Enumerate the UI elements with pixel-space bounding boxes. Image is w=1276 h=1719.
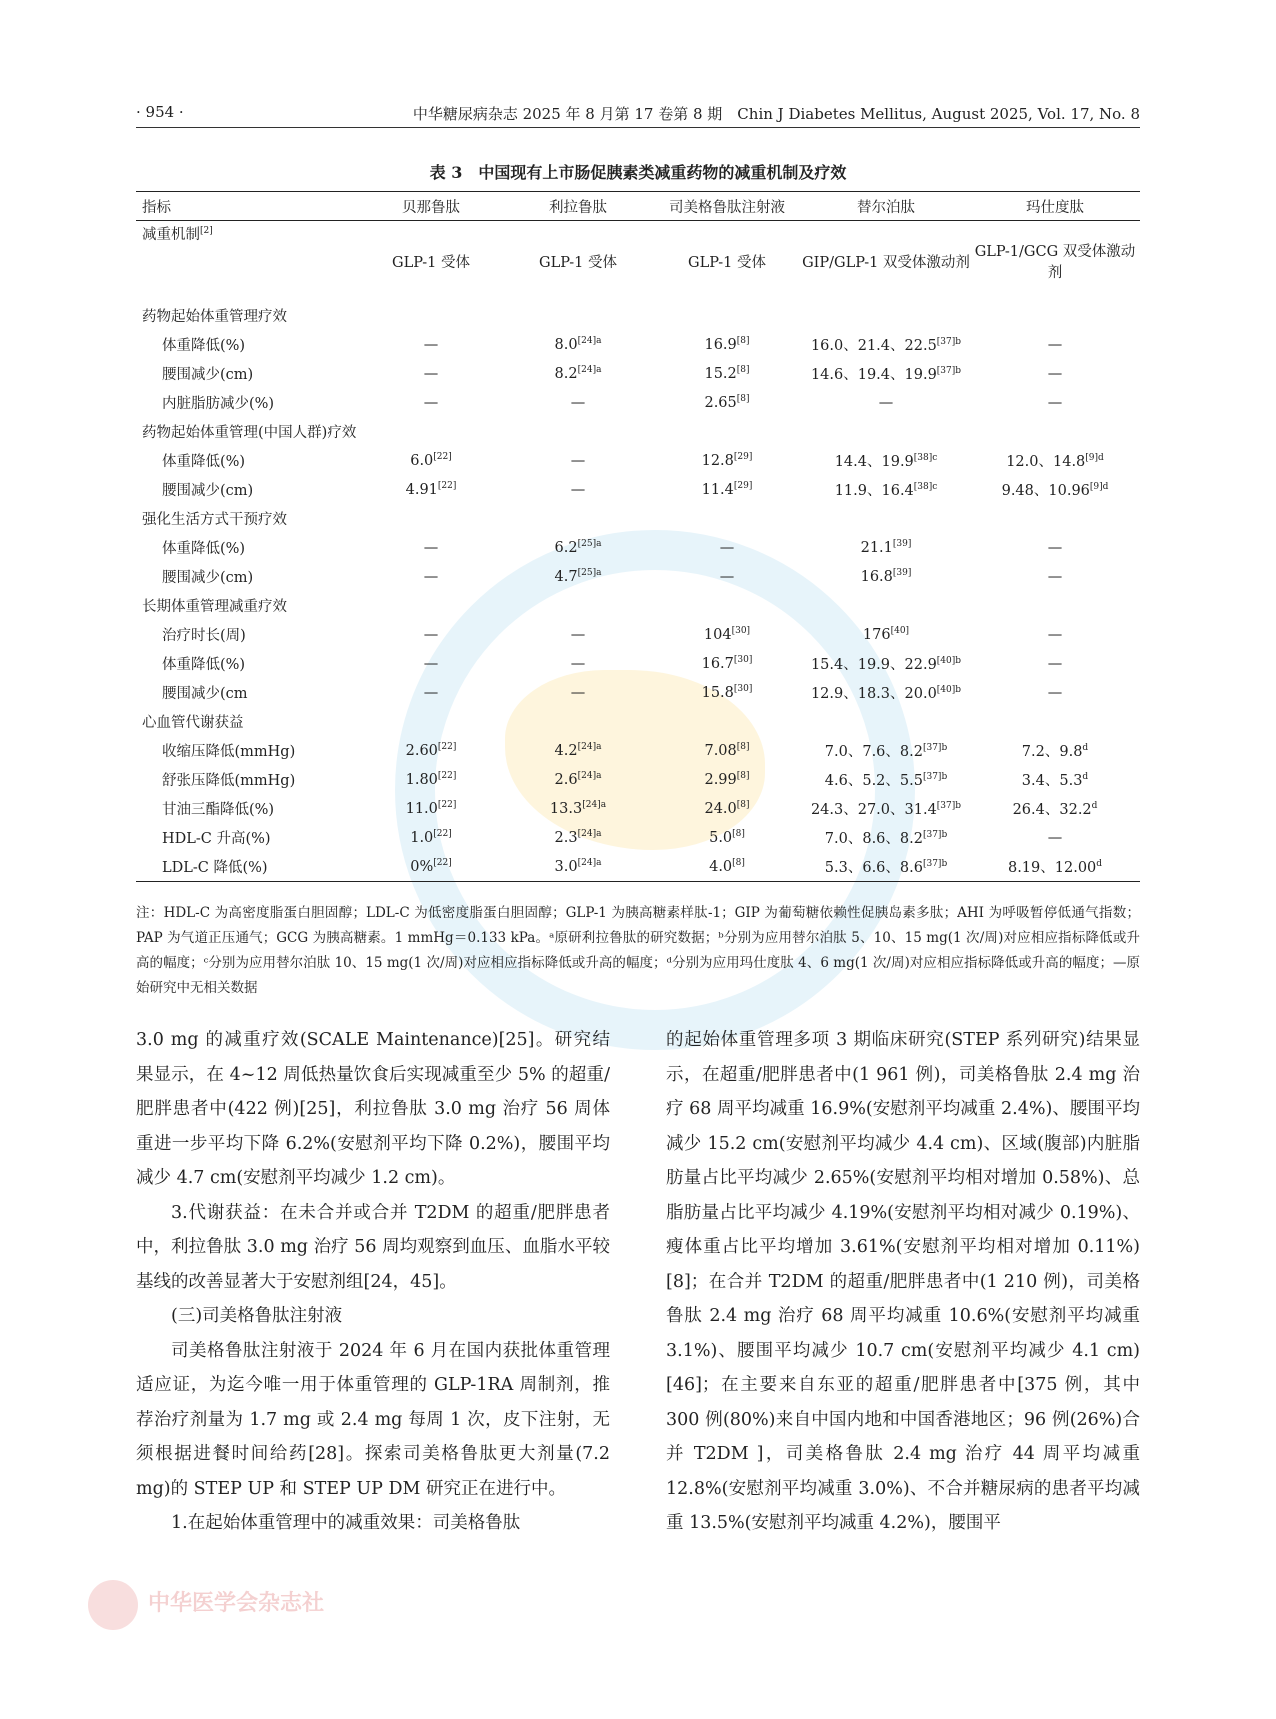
cell-value: —	[423, 655, 439, 672]
table-cell	[970, 446, 1140, 475]
cell-value: 11.4	[701, 481, 734, 498]
cell-reference: [8]	[736, 364, 750, 375]
cell-reference: [8]	[736, 741, 750, 752]
table-cell	[358, 736, 504, 765]
table-cell	[504, 649, 652, 678]
table-cell	[652, 446, 802, 475]
cell-reference: [29]	[733, 480, 753, 491]
body-paragraph: (三)司美格鲁肽注射液	[171, 1306, 343, 1326]
table-cell	[652, 359, 802, 388]
cell-value: 6.2	[554, 539, 578, 556]
row-label: 腰围减少(cm)	[162, 483, 254, 499]
cell-value: 2.3	[554, 829, 578, 846]
table-cell: GLP-1 受体	[688, 254, 766, 271]
table-cell	[970, 852, 1140, 882]
cell-reference: [39]	[892, 567, 912, 578]
table-cell: GLP-1/GCG 双受体激动剂	[974, 244, 1136, 281]
header-cell: 指标	[136, 192, 358, 221]
cell-reference: d	[1096, 859, 1103, 870]
cell-value: —	[423, 684, 439, 701]
table-cell	[504, 533, 652, 562]
cell-reference: [8]	[736, 770, 750, 781]
cell-value: 1.0	[410, 829, 434, 846]
cell-value: —	[1047, 336, 1063, 353]
cell-value: —	[570, 481, 586, 498]
header-cell: 替尔泊肽	[802, 192, 970, 221]
cell-value: —	[719, 539, 735, 556]
cell-reference: [8]	[736, 799, 750, 810]
cell-value: 24.0	[704, 800, 737, 817]
cell-value: 4.91	[405, 481, 438, 498]
table-cell	[358, 446, 504, 475]
header-cell: 贝那鲁肽	[358, 192, 504, 221]
table-cell	[504, 678, 652, 707]
cell-value: 176	[862, 626, 891, 643]
cell-value: —	[1047, 365, 1063, 382]
publisher-logo	[88, 1580, 568, 1640]
cell-value: —	[1047, 626, 1063, 643]
cell-value: 8.19、12.00	[1007, 860, 1097, 876]
cell-reference: [22]	[433, 828, 452, 839]
cell-value: 2.99	[704, 771, 737, 788]
cell-reference: [37]b	[922, 772, 948, 783]
cell-value: —	[570, 684, 586, 701]
table-cell	[504, 388, 652, 417]
cell-value: 0%	[410, 858, 434, 875]
cell-reference: [29]	[733, 451, 753, 462]
cell-reference: [37]b	[936, 801, 962, 812]
cell-reference: [40]b	[936, 656, 962, 667]
cell-reference: [8]	[732, 828, 745, 839]
cell-value: —	[719, 568, 735, 585]
table-cell	[652, 562, 802, 591]
cell-reference: [30]	[733, 654, 753, 665]
table-cell	[358, 330, 504, 359]
cell-value: 14.4、19.9	[834, 454, 914, 470]
table-cell	[802, 475, 970, 504]
table-cell	[504, 330, 652, 359]
section-label: 强化生活方式干预疗效	[142, 512, 287, 528]
table-row	[136, 852, 1140, 882]
cell-value: 2.6	[554, 771, 578, 788]
cell-reference: [24]a	[582, 799, 607, 810]
right-column	[666, 1023, 1140, 1541]
table-cell	[970, 388, 1140, 417]
section-label: 心血管代谢获益	[142, 715, 244, 731]
table-cell	[358, 620, 504, 649]
cell-value: 16.9	[704, 336, 737, 353]
cell-reference: [24]a	[577, 770, 602, 781]
table-cell	[358, 359, 504, 388]
cell-value: —	[570, 452, 586, 469]
table-cell	[970, 533, 1140, 562]
table-row	[136, 823, 1140, 852]
cell-reference: [37]b	[936, 366, 962, 377]
cell-value: 12.0、14.8	[1006, 454, 1086, 470]
cell-reference: [22]	[433, 857, 452, 868]
cell-reference: [24]a	[577, 857, 602, 868]
cell-value: 3.0	[554, 858, 578, 875]
table-cell	[358, 562, 504, 591]
table-cell	[970, 562, 1140, 591]
left-column	[136, 1023, 610, 1541]
cell-value: —	[1047, 394, 1063, 411]
cell-reference: d	[1082, 772, 1089, 783]
table-cell	[652, 736, 802, 765]
row-label: 腰围减少(cm)	[162, 570, 254, 586]
cell-value: 7.0、7.6、8.2	[824, 744, 923, 760]
cell-value: —	[878, 394, 894, 411]
table-cell	[504, 736, 652, 765]
table-cell	[504, 359, 652, 388]
table-cell	[802, 678, 970, 707]
cell-value: 8.0	[554, 336, 578, 353]
table-cell	[970, 678, 1140, 707]
cell-reference: [22]	[437, 799, 457, 810]
cell-value: 11.9、16.4	[834, 483, 914, 499]
table-cell	[970, 359, 1140, 388]
row-label: 体重降低(%)	[162, 657, 246, 673]
table-row	[136, 446, 1140, 475]
cell-value: 4.2	[554, 742, 578, 759]
cell-value: 26.4、32.2	[1012, 802, 1092, 818]
table-cell	[802, 330, 970, 359]
table-cell	[358, 388, 504, 417]
cell-value: —	[570, 655, 586, 672]
cell-value: 15.4、19.9、22.9	[810, 657, 937, 673]
table-cell	[802, 620, 970, 649]
table-cell	[802, 388, 970, 417]
cell-value: —	[570, 626, 586, 643]
table-row	[136, 562, 1140, 591]
table-cell	[802, 562, 970, 591]
page-header	[136, 103, 1140, 128]
cell-value: 21.1	[860, 539, 893, 556]
body-paragraph: 3.0 mg 的减重疗效(SCALE Maintenance)[25]。研究结果显示，在 4~12 周低热量饮食后实现减重至少 5% 的超重/肥胖患者中(422 例)[25]，利拉鲁肽 3.0 mg 治疗 56 周体重进一步平均下降 6.2%(安慰剂平均下降 0.2%)，腰围平均减少 4.7 cm(安慰剂平均减少 1.2 cm)。	[136, 1030, 610, 1188]
table-header-row	[136, 192, 1140, 221]
cell-reference: [40]	[890, 625, 910, 636]
section-row	[136, 591, 1140, 620]
section-label: 长期体重管理减重疗效	[142, 599, 287, 615]
cell-reference: [22]	[437, 770, 457, 781]
cell-value: 12.8	[701, 452, 734, 469]
body-paragraph: 司美格鲁肽注射液于 2024 年 6 月在国内获批体重管理适应证，为迄今唯一用于体重管理的 GLP-1RA 周制剂，推荐治疗剂量为 1.7 mg 或 2.4 mg 每周 1 次，皮下注射，无须根据进餐时间给药[28]。探索司美格鲁肽更大剂量(7.2 mg)的 STEP UP 和 STEP UP DM 研究正在进行中。	[136, 1340, 610, 1499]
cell-reference: [38]c	[913, 482, 938, 493]
cell-value: 13.3	[549, 800, 583, 817]
cell-reference: [8]	[736, 335, 750, 346]
table-cell	[802, 823, 970, 852]
cell-value: 4.7	[554, 568, 578, 585]
table-cell	[358, 794, 504, 823]
table-row	[136, 736, 1140, 765]
cell-reference: [30]	[731, 625, 751, 636]
table-row	[136, 330, 1140, 359]
table-cell	[504, 794, 652, 823]
row-label: LDL-C 降低(%)	[136, 852, 358, 882]
table-row	[136, 678, 1140, 707]
table-cell	[504, 475, 652, 504]
cell-value: —	[1047, 655, 1063, 672]
cell-value: 4.6、5.2、5.5	[824, 773, 923, 789]
section-label: 药物起始体重管理疗效	[142, 309, 287, 325]
header-cell: 利拉鲁肽	[504, 192, 652, 221]
table-cell	[652, 765, 802, 794]
table-cell	[358, 852, 504, 882]
cell-value: 11.0	[405, 800, 438, 817]
cell-value: —	[423, 336, 439, 353]
row-label: 体重降低(%)	[162, 338, 246, 354]
cell-reference: [25]a	[577, 567, 602, 578]
cell-reference: [8]	[732, 857, 745, 868]
cell-value: —	[1047, 684, 1063, 701]
table-cell	[802, 533, 970, 562]
table-cell	[358, 678, 504, 707]
row-label: 收缩压降低(mmHg)	[162, 744, 296, 760]
table-cell	[652, 475, 802, 504]
table-cell: GLP-1 受体	[392, 254, 470, 271]
table-cell	[970, 620, 1140, 649]
cell-reference: [24]a	[577, 364, 602, 375]
table-row	[136, 649, 1140, 678]
cell-value: —	[423, 568, 439, 585]
cell-value: —	[1047, 539, 1063, 556]
table-row	[136, 765, 1140, 794]
cell-value: —	[1047, 829, 1063, 846]
row-label: 内脏脂肪减少(%)	[162, 396, 275, 412]
header-cell: 玛仕度肽	[970, 192, 1140, 221]
cell-reference: [22]	[433, 451, 452, 462]
table-cell	[970, 736, 1140, 765]
cell-reference: [9]d	[1085, 453, 1104, 464]
row-label: 舒张压降低(mmHg)	[162, 773, 296, 789]
cell-value: 3.4、5.3	[1021, 773, 1083, 789]
cell-reference: [24]a	[577, 828, 602, 839]
table-cell	[504, 446, 652, 475]
cell-reference: [25]a	[577, 538, 602, 549]
table-cell	[802, 359, 970, 388]
table-cell	[970, 765, 1140, 794]
cell-value: 1.80	[405, 771, 438, 788]
table-cell	[652, 678, 802, 707]
table-cell	[802, 765, 970, 794]
row-label: 腰围减少(cm	[162, 686, 248, 702]
cell-value: —	[423, 626, 439, 643]
row-label: 治疗时长(周)	[162, 628, 246, 644]
table-row	[136, 388, 1140, 417]
table-cell	[358, 823, 504, 852]
cell-value: 2.65	[704, 394, 737, 411]
efficacy-table	[136, 191, 1140, 882]
cell-reference: [8]	[736, 393, 750, 404]
cell-value: 6.0	[410, 452, 434, 469]
table-row	[136, 533, 1140, 562]
cell-value: 7.2、9.8	[1021, 744, 1083, 760]
cell-value: 4.0	[709, 858, 733, 875]
table-cell	[652, 388, 802, 417]
table-cell	[802, 736, 970, 765]
cell-value: 15.2	[704, 365, 737, 382]
row-label: 腰围减少(cm)	[162, 367, 254, 383]
table-cell	[358, 475, 504, 504]
cell-value: —	[570, 394, 586, 411]
cell-value: 7.0、8.6、8.2	[824, 831, 923, 847]
cell-value: 9.48、10.96	[1001, 483, 1090, 499]
cell-value: 5.0	[709, 829, 733, 846]
table-cell	[358, 649, 504, 678]
table-cell	[652, 533, 802, 562]
cell-reference: [22]	[437, 480, 457, 491]
section-row	[136, 504, 1140, 533]
table-row	[136, 794, 1140, 823]
cell-reference: [40]b	[936, 685, 962, 696]
table-cell	[504, 852, 652, 882]
cell-reference: [9]d	[1089, 482, 1109, 493]
row-label: HDL-C 升高(%)	[162, 831, 271, 847]
table-row	[136, 620, 1140, 649]
body-paragraph: 1.在起始体重管理中的减重效果：司美格鲁肽	[171, 1513, 521, 1533]
table-cell	[504, 562, 652, 591]
cell-reference: [37]b	[922, 859, 948, 870]
journal-title: 中华糖尿病杂志 2025 年 8 月第 17 卷第 8 期 Chin J Diabetes Mellitus, August 2025, Vol. 17, No. 8	[412, 105, 1140, 123]
table-cell	[652, 620, 802, 649]
publisher-emblem-icon	[88, 1580, 138, 1630]
cell-reference: d	[1082, 743, 1089, 754]
cell-reference: [38]c	[913, 453, 938, 464]
cell-value: 15.8	[701, 684, 734, 701]
table-cell	[652, 330, 802, 359]
body-paragraph: 的起始体重管理多项 3 期临床研究(STEP 系列研究)结果显示，在超重/肥胖患者中(1 961 例)，司美格鲁肽 2.4 mg 治疗 68 周平均减重 16.9%(安慰剂平均减重 2.4%)、腰围平均减少 15.2 cm(安慰剂平均减少 4.4 cm)、区域(腹部)内脏脂肪量占比平均减少 2.65%(安慰剂平均相对增加 0.58%)、总脂肪量占比平均减少 4.19%(安慰剂平均相对减少 0.19%)、瘦体重占比平均增加 3.61%(安慰剂平均相对增加 0.11%)[8]；在合并 T2DM 的超重/肥胖患者中(1 210 例)，司美格鲁肽 2.4 mg 治疗 68 周平均减重 10.6%(安慰剂平均减重 3.1%)、腰围平均减少 10.7 cm(安慰剂平均减少 4.1 cm)[46]；在主要来自东亚的超重/肥胖患者中[375 例，其中 300 例(80%)来自中国内地和中国香港地区；96 例(26%)合并 T2DM ]，司美格鲁肽 2.4 mg 治疗 44 周平均减重 12.8%(安慰剂平均减重 3.0%)、不合并糖尿病的患者平均减重 13.5%(安慰剂平均减重 4.2%)，腰围平	[666, 1030, 1140, 1533]
cell-value: —	[1047, 568, 1063, 585]
row-label: 体重降低(%)	[162, 454, 246, 470]
row-label: 甘油三酯降低(%)	[162, 802, 275, 818]
cell-value: —	[423, 394, 439, 411]
cell-value: 16.8	[860, 568, 893, 585]
publisher-logo-text: 中华医学会杂志社	[148, 1590, 325, 1616]
table-cell: GLP-1 受体	[539, 254, 617, 271]
table-cell	[970, 475, 1140, 504]
table-note: 注：HDL-C 为高密度脂蛋白胆固醇；LDL-C 为低密度脂蛋白胆固醇；GLP-1 为胰高糖素样肽-1；GIP 为葡萄糖依赖性促胰岛素多肽；AHI 为呼吸暂停低通气指数；PAP 为气道正压通气；GCG 为胰高糖素。1 mmHg＝0.133 kPa。ᵃ原研利拉鲁肽的研究数据；ᵇ分别为应用替尔泊肽 5、10、15 mg(1 次/周)对应相应指标降低或升高的幅度；ᶜ分别为应用替尔泊肽 10、15 mg(1 次/周)对应相应指标降低或升高的幅度；ᵈ分别为应用玛仕度肽 4、6 mg(1 次/周)对应相应指标降低或升高的幅度；—原始研究中无相关数据	[136, 905, 1140, 996]
cell-value: 7.08	[704, 742, 737, 759]
row-label: 体重降低(%)	[162, 541, 246, 557]
section-label: 药物起始体重管理(中国人群)疗效	[142, 425, 357, 441]
table-cell	[802, 446, 970, 475]
cell-value: 16.7	[701, 655, 734, 672]
cell-value: 12.9、18.3、20.0	[810, 686, 937, 702]
mechanism-row	[136, 221, 1140, 302]
table-cell	[358, 765, 504, 794]
page-number: · 954 ·	[136, 103, 184, 121]
section-row	[136, 417, 1140, 446]
section-row	[136, 301, 1140, 330]
table-cell	[504, 823, 652, 852]
cell-value: 8.2	[554, 365, 578, 382]
cell-reference: [24]a	[577, 335, 602, 346]
table-cell	[970, 649, 1140, 678]
cell-value: 2.60	[405, 742, 438, 759]
cell-value: 104	[703, 626, 732, 643]
table-cell	[358, 533, 504, 562]
cell-reference: [39]	[892, 538, 912, 549]
table-cell	[504, 620, 652, 649]
table-cell	[652, 852, 802, 882]
body-paragraph: 3.代谢获益：在未合并或合并 T2DM 的超重/肥胖患者中，利拉鲁肽 3.0 mg 治疗 56 周均观察到血压、血脂水平较基线的改善显著大于安慰剂组[24，45]。	[136, 1202, 610, 1292]
row-label: 减重机制[2]	[142, 226, 213, 243]
table-cell	[970, 823, 1140, 852]
table-title: 表 3 中国现有上市肠促胰素类减重药物的减重机制及疗效	[429, 163, 847, 182]
cell-value: 24.3、27.0、31.4	[810, 802, 937, 818]
cell-reference: [24]a	[577, 741, 602, 752]
cell-reference: [37]b	[922, 743, 948, 754]
cell-reference: [30]	[733, 683, 753, 694]
table-row	[136, 359, 1140, 388]
table-cell	[802, 794, 970, 823]
table-cell	[652, 823, 802, 852]
cell-value: —	[423, 539, 439, 556]
cell-value: 14.6、19.4、19.9	[810, 367, 937, 383]
table-row	[136, 475, 1140, 504]
section-row	[136, 707, 1140, 736]
cell-value: 5.3、6.6、8.6	[824, 860, 923, 876]
cell-reference: [37]b	[936, 337, 962, 348]
cell-value: 16.0、21.4、22.5	[810, 338, 937, 354]
table-cell	[802, 852, 970, 882]
table-cell	[652, 649, 802, 678]
table-cell	[970, 330, 1140, 359]
header-cell: 司美格鲁肽注射液	[652, 192, 802, 221]
table-cell	[970, 794, 1140, 823]
cell-reference: d	[1091, 801, 1098, 812]
table-cell: GIP/GLP-1 双受体激动剂	[802, 254, 970, 271]
cell-reference: [22]	[437, 741, 457, 752]
table-cell	[652, 794, 802, 823]
cell-reference: [37]b	[922, 830, 948, 841]
table-cell	[504, 765, 652, 794]
table-cell	[802, 649, 970, 678]
cell-value: —	[423, 365, 439, 382]
